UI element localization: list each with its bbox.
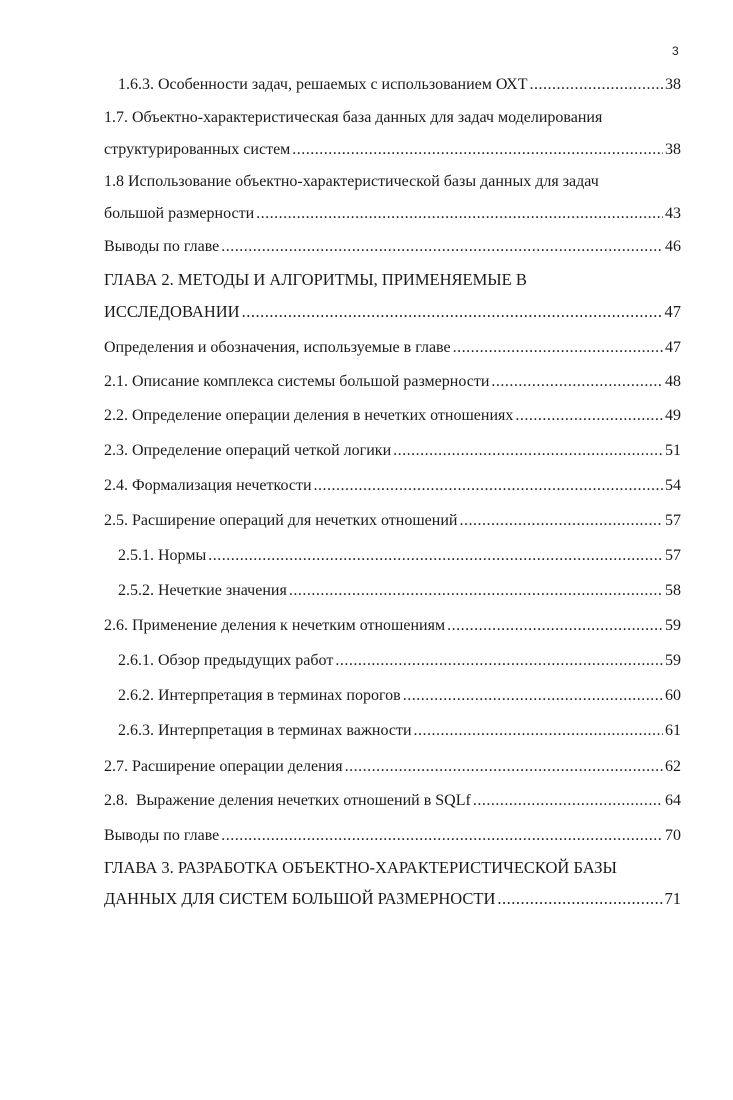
toc-leader bbox=[289, 581, 663, 601]
toc-entry-2-5-1 bbox=[118, 546, 681, 566]
toc-leader bbox=[473, 791, 663, 811]
toc-entry-page: 47 bbox=[664, 302, 681, 321]
toc-leader bbox=[515, 406, 663, 426]
toc-entry-1-8-line1 bbox=[104, 172, 681, 192]
toc-entry-title-cont: большой размерности bbox=[104, 205, 255, 222]
toc-entry-title-cont: ИССЛЕДОВАНИИ bbox=[104, 302, 240, 321]
toc-entry-page: 60 bbox=[665, 687, 681, 704]
toc-entry-title: 2.6.3. Интерпретация в терминах важности bbox=[118, 722, 412, 739]
toc-entry-chapter-3-line2 bbox=[104, 889, 681, 909]
toc-entry-2-5-2 bbox=[118, 581, 681, 601]
toc-entry-title: ГЛАВА 3. РАЗРАБОТКА ОБЪЕКТНО-ХАРАКТЕРИСТИЧЕСКОЙ БАЗЫ bbox=[104, 858, 617, 877]
toc-leader bbox=[530, 75, 664, 95]
toc-entry-page: 51 bbox=[665, 442, 681, 459]
toc-leader bbox=[459, 511, 663, 531]
toc-entry-page: 61 bbox=[665, 722, 681, 739]
toc-entry-1-7-line1 bbox=[104, 108, 681, 128]
page-number: 3 bbox=[672, 44, 679, 58]
toc-entry-page: 57 bbox=[665, 547, 681, 564]
toc-entry-title: 2.3. Определение операций четкой логики bbox=[104, 442, 392, 459]
toc-leader bbox=[497, 889, 662, 909]
toc-entry-title: 2.5.2. Нечеткие значения bbox=[118, 582, 287, 599]
toc-entry-title: 2.6. Применение деления к нечетким отношениям bbox=[104, 617, 446, 634]
toc-leader bbox=[447, 616, 663, 636]
toc-leader bbox=[208, 546, 663, 566]
toc-entry-page: 49 bbox=[665, 407, 681, 424]
toc-entry-chapter-3-line1 bbox=[104, 858, 681, 878]
toc-entry-2-2 bbox=[104, 406, 681, 426]
toc-leader bbox=[393, 441, 663, 461]
toc-entry-page: 54 bbox=[665, 477, 681, 494]
toc-entry-2-1 bbox=[104, 372, 681, 392]
toc-entry-1-7-line2 bbox=[104, 140, 681, 160]
toc-entry-chapter-2-line1 bbox=[104, 270, 681, 290]
toc-leader bbox=[491, 372, 663, 392]
toc-entry-page: 59 bbox=[665, 652, 681, 669]
toc-entry-chapter-2-line2 bbox=[104, 302, 681, 322]
toc-entry-title: Выводы по главе bbox=[104, 827, 220, 844]
toc-leader bbox=[335, 651, 663, 671]
toc-leader bbox=[414, 721, 663, 741]
toc-entry-1-6-3 bbox=[118, 75, 681, 95]
toc-entry-title: 2.7. Расширение операции деления bbox=[104, 758, 343, 775]
toc-leader bbox=[242, 302, 663, 322]
toc-entry-title: Выводы по главе bbox=[104, 238, 220, 255]
toc-entry-2-8 bbox=[104, 791, 681, 811]
toc-entry-2-6-3 bbox=[118, 721, 681, 741]
toc-entry-title: 2.6.1. Обзор предыдущих работ bbox=[118, 652, 334, 669]
toc-entry-page: 38 bbox=[665, 141, 681, 158]
toc-leader bbox=[453, 338, 663, 358]
toc-entry-page: 48 bbox=[665, 373, 681, 390]
toc-entry-2-5 bbox=[104, 511, 681, 531]
toc-entry-title: 2.6.2. Интерпретация в терминах порогов bbox=[118, 687, 401, 704]
toc-entry-title: 2.4. Формализация нечеткости bbox=[104, 477, 312, 494]
toc-entry-page: 64 bbox=[665, 792, 681, 809]
toc-entry-title: Определения и обозначения, используемые в главе bbox=[104, 339, 451, 356]
toc-entry-page: 62 bbox=[665, 758, 681, 775]
toc-entry-page: 43 bbox=[665, 205, 681, 222]
toc-entry-2-3 bbox=[104, 441, 681, 461]
toc-entry-title: 2.8. Выражение деления нечетких отношений в SQLf bbox=[104, 792, 471, 809]
toc-leader bbox=[292, 140, 663, 160]
toc-entry-2-7 bbox=[104, 757, 681, 777]
toc-entry-title: 2.5. Расширение операций для нечетких отношений bbox=[104, 512, 458, 529]
toc-entry-title: ГЛАВА 2. МЕТОДЫ И АЛГОРИТМЫ, ПРИМЕНЯЕМЫЕ В bbox=[104, 270, 527, 289]
toc-entry-2-4 bbox=[104, 476, 681, 496]
toc-leader bbox=[345, 757, 663, 777]
toc-leader bbox=[256, 204, 663, 224]
toc-entry-title: 1.8 Использование объектно-характеристической базы данных для задач bbox=[104, 173, 599, 190]
toc-entry-page: 59 bbox=[665, 617, 681, 634]
toc-entry-conclusions-ch1 bbox=[104, 237, 681, 257]
toc-entry-2-6-1 bbox=[118, 651, 681, 671]
toc-entry-title-cont: структурированных систем bbox=[104, 141, 291, 158]
toc-entry-title-cont: ДАННЫХ ДЛЯ СИСТЕМ БОЛЬШОЙ РАЗМЕРНОСТИ bbox=[104, 889, 496, 908]
toc-entry-page: 46 bbox=[665, 238, 681, 255]
toc-entry-2-6 bbox=[104, 616, 681, 636]
toc-entry-title: 2.2. Определение операции деления в нечетких отношениях bbox=[104, 407, 514, 424]
toc-entry-page: 70 bbox=[665, 827, 681, 844]
toc-entry-page: 57 bbox=[665, 512, 681, 529]
toc-entry-title: 2.5.1. Нормы bbox=[118, 547, 207, 564]
toc-entry-title: 1.7. Объектно-характеристическая база данных для задач моделирования bbox=[104, 109, 603, 126]
toc-entry-title: 2.1. Описание комплекса системы большой размерности bbox=[104, 373, 490, 390]
toc-entry-1-8-line2 bbox=[104, 204, 681, 224]
toc-entry-page: 38 bbox=[665, 76, 681, 93]
toc-leader bbox=[314, 476, 663, 496]
toc-entry-definitions bbox=[104, 338, 681, 358]
toc-entry-title: 1.6.3. Особенности задач, решаемых с использованием ОХТ bbox=[118, 76, 528, 93]
toc-entry-conclusions-ch2 bbox=[104, 826, 681, 846]
toc-entry-page: 71 bbox=[664, 889, 681, 908]
toc-leader bbox=[403, 686, 663, 706]
toc-leader bbox=[221, 237, 663, 257]
toc-entry-page: 58 bbox=[665, 582, 681, 599]
toc-entry-2-6-2 bbox=[118, 686, 681, 706]
toc-leader bbox=[221, 826, 663, 846]
toc-entry-page: 47 bbox=[665, 339, 681, 356]
